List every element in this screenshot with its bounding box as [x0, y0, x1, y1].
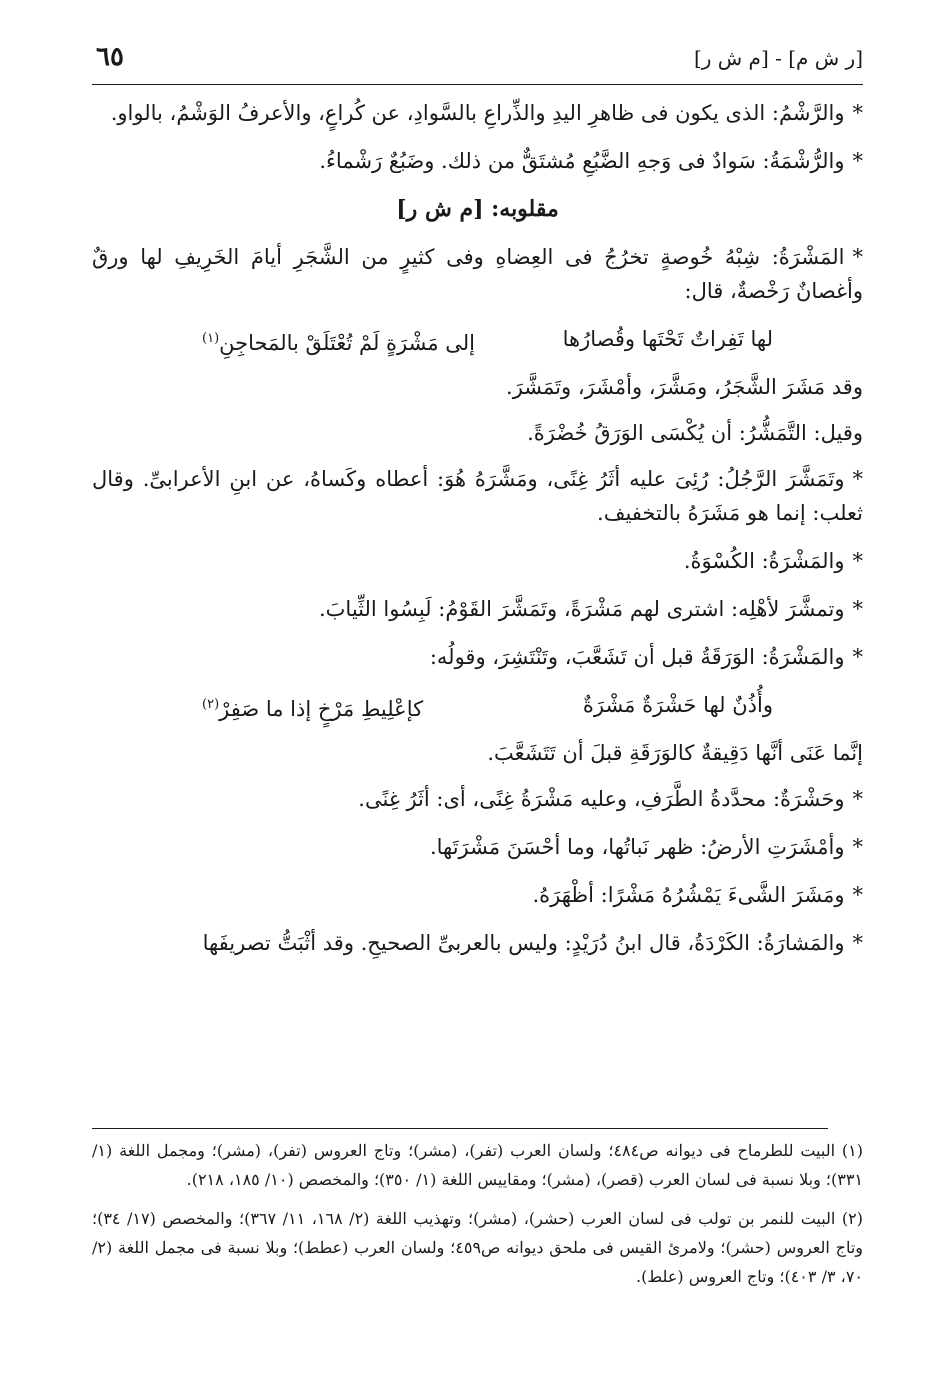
footnote-divider — [92, 1128, 828, 1129]
verse-second-hemistich — [202, 322, 475, 360]
entry-rushma — [92, 144, 863, 178]
entry-text: والرُّشْمَةُ: سَوادٌ فى وَجهِ الضَّبُعِ مُشتَقٌّ من ذلك. وضَبُعٌ رَشْماءُ. — [319, 149, 845, 173]
page-body — [92, 96, 863, 974]
footnote-marker: (٢) — [202, 697, 220, 712]
paragraph: وقد مَشَرَ الشَّجَرُ، ومَشَّرَ، وأمْشَرَ، وتَمَشَّرَ. — [506, 375, 863, 399]
verse-line — [202, 688, 773, 726]
entry-text: وأمْشَرَتِ الأرضُ: ظهر نَباتُها، وما أحْسَنَ مَشْرَتَها. — [429, 835, 845, 859]
footnote-marker: (١) — [202, 331, 220, 346]
entry-text: وتَمَشَّرَ الرَّجُلُ: رُئِىَ عليه أثَرُ غِنًى، ومَشَّرَهُ هُوَ: أعطاه وكَساهُ، عن ابنِ الأعرابىِّ. وقال ثعلب: إنما هو مَشَرَهُ بالتخفيف. — [92, 467, 863, 525]
entry-kiswa — [92, 544, 863, 578]
paragraph: إنَّما عَنَى أنَّها دَقِيقةٌ كالوَرَقَةِ قبلَ أن تَتَشَعَّبَ. — [487, 741, 863, 765]
section-heading: مقلوبه: [م ش ر] — [396, 196, 559, 222]
entry-text: المَشْرَةُ: شِبْهُ خُوصةٍ تخرُجُ فى العِضاهِ وفى كثيرٍ من الشَّجَرِ أيامَ الخَرِيفِ لها ورقٌ وأغصانٌ رَخْصةٌ، قال: — [92, 245, 863, 303]
footnote-2: (٢) البيت للنمر بن تولب فى لسان العرب (حشر)، (مشر)؛ وتهذيب اللغة (٢/ ١٦٨، ١١/ ٣٦٧)؛ والمخصص (١٧/ ٣٤)؛ وتاج العروس (حشر)؛ ولامرئ القيس فى ملحق ديوانه ص٤٥٩؛ ولسان العرب (عطط)؛ وبلا نسبة فى مجمل اللغة (٢/ ٧٠، ٣/ ٤٠٣)؛ وتاج العروس (علط). — [92, 1209, 864, 1286]
entry-text: ومَشَرَ الشَّىءَ يَمْشُرُهُ مَشْرًا: أظْهَرَهُ. — [532, 883, 845, 907]
entry-hashra — [92, 782, 863, 816]
footnote-1: (١) البيت للطرماح فى ديوانه ص٤٨٤؛ ولسان العرب (تفر)، (مشر)؛ وتاج العروس (تفر)، (مشر)؛ ومجمل اللغة (١/ ٣٣١)؛ وبلا نسبة فى لسان العرب (قصر)، (مشر)؛ ومقاييس اللغة (١/ ٣٥٠)؛ والمخصص (١٠/ ١٨٥، ٢١٨). — [92, 1141, 863, 1189]
page-header — [92, 44, 863, 85]
entry-text: والمَشْرَةُ: الوَرَقَةُ قبل أن تَشَعَّبَ، وتَنْتَشِرَ، وقولُه: — [429, 645, 845, 669]
entry-text: وتمشَّرَ لأهْلِه: اشترى لهم مَشْرَةً، وتَمَشَّرَ القَوْمُ: لَبِسُوا الثِّيابَ. — [318, 597, 845, 621]
verse-line — [202, 322, 773, 360]
asterisk-icon: * — [852, 467, 863, 491]
entry-mashara-karda — [92, 926, 863, 960]
entry-text: والمَشْرَةُ: الكُسْوَةُ. — [683, 549, 845, 573]
asterisk-icon: * — [852, 787, 863, 811]
paragraph: وقيل: التَّمَشُّرُ: أن يُكْسَى الوَرَقُ خُضْرَةً. — [527, 421, 863, 445]
asterisk-icon: * — [852, 931, 863, 955]
hemistich-text: كإعْلِيطِ مَرْخٍ إذا ما صَفِرْ — [219, 697, 424, 721]
asterisk-icon: * — [852, 549, 863, 573]
verse-first-hemistich: وأُذُنٌ لها حَشْرَةٌ مَشْرَةٌ — [582, 693, 773, 717]
asterisk-icon: * — [852, 597, 863, 621]
page-number: ٦٥ — [96, 42, 124, 72]
entry-mashra — [92, 240, 863, 308]
entry-amsharat — [92, 830, 863, 864]
entry-tamashshur-ahl — [92, 592, 863, 626]
hemistich-text: إلى مَشْرَةٍ لَمْ تُعْتَلَقْ بالمَحاجِنِ — [219, 331, 476, 355]
entry-text: وحَشْرَةٌ: محدَّدةُ الطَّرَفِ، وعليه مَشْرَةُ غِنًى، أى: أثَرُ غِنًى. — [358, 787, 845, 811]
entry-tamashshara — [92, 462, 863, 530]
asterisk-icon: * — [852, 645, 863, 669]
entry-text: والرَّشْمُ: الذى يكون فى ظاهرِ اليدِ والذِّراعِ بالسَّوادِ، عن كُراعٍ، والأعرفُ الوَشْمُ، بالواو. — [110, 101, 845, 125]
asterisk-icon: * — [852, 149, 863, 173]
entry-waraqa — [92, 640, 863, 674]
asterisk-icon: * — [852, 835, 863, 859]
footnotes — [92, 1136, 863, 1301]
asterisk-icon: * — [852, 883, 863, 907]
entry-mashara-shay — [92, 878, 863, 912]
entry-text: والمَشارَةُ: الكَرْدَةُ، قال ابنُ دُرَيْدٍ: وليس بالعربىِّ الصحيحِ. وقد أثْبَتُّ تصريفَها — [202, 931, 845, 955]
asterisk-icon: * — [852, 245, 863, 269]
running-head: [ر ش م] - [م ش ر] — [693, 46, 863, 70]
verse-second-hemistich — [202, 688, 423, 726]
entry-rashm — [92, 96, 863, 130]
verse-first-hemistich: لها تَفِراتٌ تَحْتَها وقُصارُها — [562, 327, 773, 351]
asterisk-icon: * — [852, 101, 863, 125]
